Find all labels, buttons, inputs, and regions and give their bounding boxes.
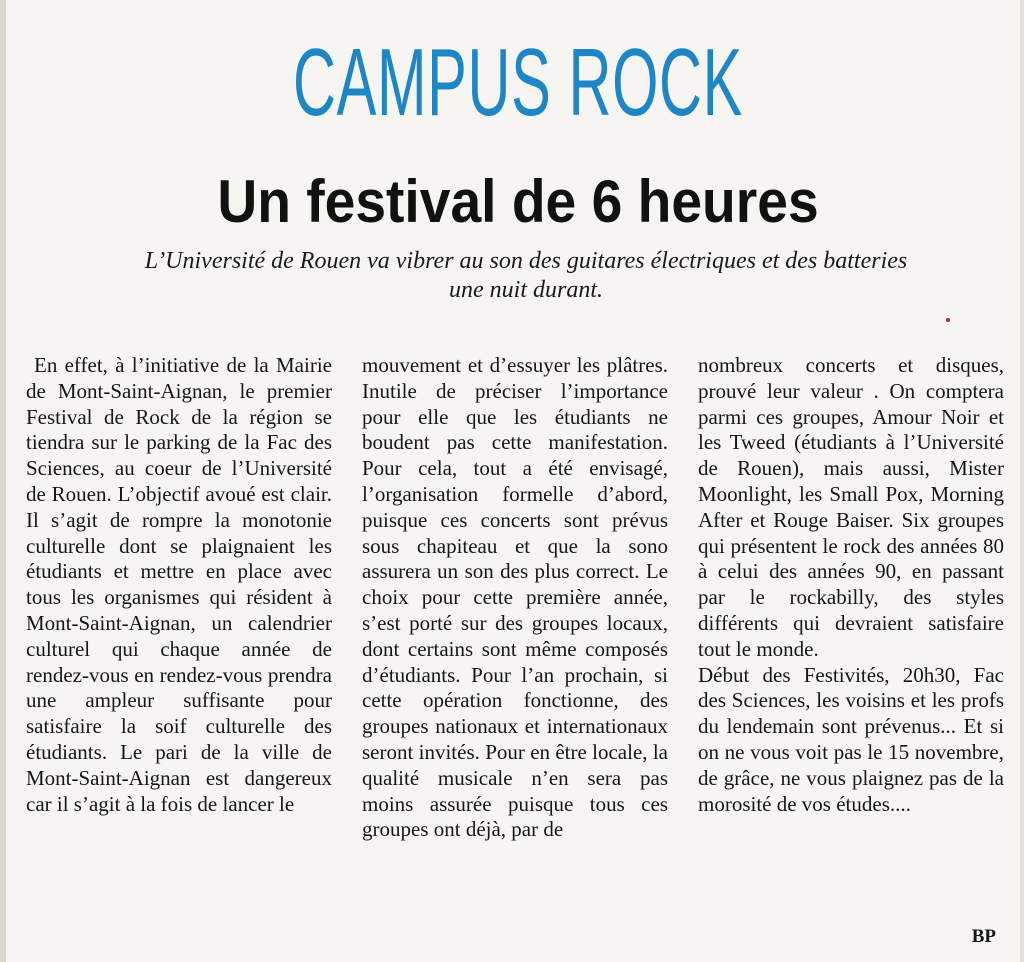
print-speck <box>946 318 950 322</box>
column-1 <box>26 353 332 817</box>
body-paragraph: Début des Festivités, 20h30, Fac des Sciences, les voisins et les profs du lendemain sont prévenus... Et si on ne vous voit pas le 15 novembre, de grâce, ne vous plaignez pas de la morosité de vos études.... <box>698 662 1004 816</box>
author-signature: BP <box>971 926 996 947</box>
column-3 <box>698 353 1004 817</box>
lead-paragraph: L’Université de Rouen va vibrer au son des guitares électriques et des batteries une nuit durant. <box>144 248 908 303</box>
headline: Un festival de 6 heures <box>217 168 819 235</box>
body-paragraph: mouvement et d’essuyer les plâtres. Inutile de préciser l’importance pour elle que les étudiants ne boudent pas cette manifestation. Pour cela, tout a été envisagé, l’organisation formelle d’abord, puisque ces concerts sont prévus sous chapiteau et que la sono assurera un son des plus correct. Le choix pour cette première année, s’est porté sur des groupes locaux, dont certains sont même composés d’étudiants. Pour l’an prochain, si cette opération fonctionne, des groupes nationaux et internationaux seront invités. Pour en être locale, la qualité musicale n’en sera pas moins assurée puisque tous ces groupes ont déjà, par de <box>362 353 668 842</box>
body-paragraph: nombreux concerts et disques, prouvé leur valeur . On comptera parmi ces groupes, Amour Noir et les Tweed (étudiants à l’Université de Rouen), mais aussi, Mister Moonlight, les Small Pox, Morning After et Rouge Baiser. Six groupes qui présentent le rock des années 80 à celui des années 90, en passant par le rockabilly, des styles différents qui devraient satisfaire tout le monde. <box>698 353 1004 661</box>
kicker-title: CAMPUS ROCK <box>293 29 743 136</box>
body-paragraph: En effet, à l’initiative de la Mairie de Mont-Saint-Aignan, le premier Festival de Rock de la région se tiendra sur le parking de la Fac des Sciences, au coeur de l’Université de Rouen. L’objectif avoué est clair. Il s’agit de rompre la monotonie culturelle dont se plaignaient les étudiants et mettre en place avec tous les organismes qui résident à Mont-Saint-Aignan, un calendrier culturel qui chaque année de rendez-vous en rendez-vous prendra une ampleur suffisante pour satisfaire la soif culturelle des étudiants. Le pari de la ville de Mont-Saint-Aignan est dangereux car il s’agit à la fois de lancer le <box>26 353 332 816</box>
column-2 <box>362 353 668 843</box>
